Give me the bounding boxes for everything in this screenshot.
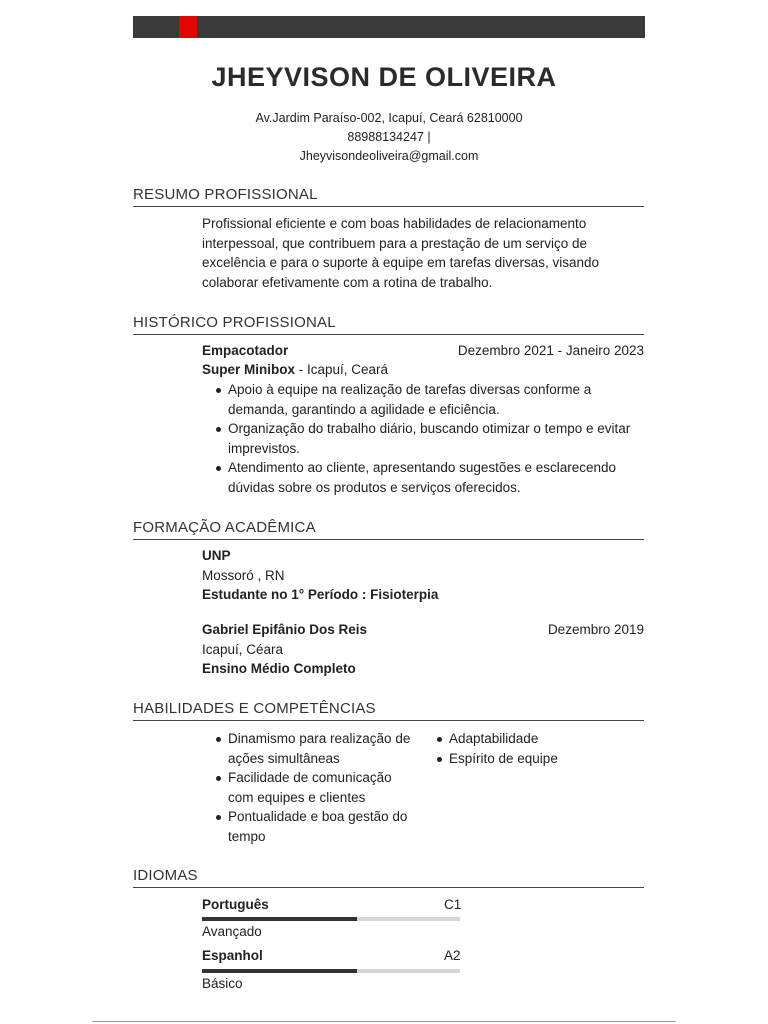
job-company-line: [202, 362, 388, 377]
language-name: Português: [202, 897, 269, 912]
header-accent-block: [179, 16, 197, 38]
job-title: Empacotador: [202, 343, 289, 358]
language-level-fill: [202, 917, 357, 921]
candidate-name: JHEYVISON DE OLIVEIRA: [211, 62, 557, 92]
education-degree: Ensino Médio Completo: [202, 661, 356, 676]
summary-line: interpessoal, que contribuem para a prestação de um serviço de: [202, 235, 587, 251]
language-level: Avançado: [202, 924, 262, 939]
skill-item: Espírito de equipe: [423, 749, 623, 769]
education-school: UNP: [202, 548, 231, 563]
section-heading-education: FORMAÇÃO ACADÊMICA: [133, 519, 644, 540]
skill-item: Adaptabilidade: [423, 729, 623, 749]
job-location: - Icapuí, Ceará: [295, 362, 389, 377]
summary-line: colaborar efetivamente com a rotina de trabalho.: [202, 274, 493, 290]
section-heading-experience: HISTÓRICO PROFISSIONAL: [133, 314, 644, 335]
skills-column-2: [423, 729, 623, 768]
section-heading-languages: IDIOMAS: [133, 867, 644, 888]
summary-text: [202, 214, 612, 292]
language-level: Básico: [202, 976, 243, 991]
address: Av.Jardim Paraíso-002, Icapuí, Ceará 62810000: [255, 111, 523, 125]
skill-item: Dinamismo para realização de ações simultâneas: [202, 729, 420, 768]
skill-item: Pontualidade e boa gestão do tempo: [202, 807, 420, 846]
list-item: Organização do trabalho diário, buscando otimizar o tempo e evitar imprevistos.: [202, 419, 642, 458]
language-code: A2: [444, 948, 461, 963]
job-company: Super Minibox: [202, 362, 296, 377]
language-level-fill: [202, 969, 357, 973]
education-date: Dezembro 2019: [547, 622, 644, 637]
summary-line: excelência e para o suporte à equipe em tarefas diversas, visando: [202, 255, 599, 270]
education-place: Mossoró , RN: [202, 568, 285, 583]
page-bottom-rule: [92, 1021, 676, 1022]
header-bar: [133, 16, 645, 38]
phone: 88988134247 |: [347, 130, 431, 144]
language-level-bar: [202, 917, 460, 921]
skill-item: Facilidade de comunicação com equipes e clientes: [202, 768, 420, 807]
education-degree: [202, 587, 438, 602]
summary-line: Profissional eficiente e com boas habilidades de relacionamento: [202, 216, 587, 231]
list-item: Atendimento ao cliente, apresentando sugestões e esclarecendo dúvidas sobre os produtos e serviços oferecidos.: [202, 458, 642, 497]
language-code: C1: [444, 897, 462, 912]
section-heading-summary: RESUMO PROFISSIONAL: [133, 186, 644, 207]
skills-column-1: [202, 729, 420, 846]
language-name: Espanhol: [202, 948, 263, 963]
section-heading-skills: HABILIDADES E COMPETÊNCIAS: [133, 700, 644, 721]
language-level-bar: [202, 969, 460, 973]
job-dates: Dezembro 2021 - Janeiro 2023: [457, 343, 644, 358]
list-item: Apoio à equipe na realização de tarefas diversas conforme a demanda, garantindo a agilidade e eficiência.: [202, 380, 642, 419]
email: Jheyvisondeoliveira@gmail.com: [299, 149, 479, 163]
job-duties: [202, 380, 642, 497]
education-degree-main: Estudante no 1° Período: [202, 587, 359, 602]
education-school: Gabriel Epifânio Dos Reis: [202, 622, 368, 637]
education-place: Icapuí, Céara: [202, 642, 284, 657]
education-degree-course: : Fisioterpia: [358, 587, 439, 602]
